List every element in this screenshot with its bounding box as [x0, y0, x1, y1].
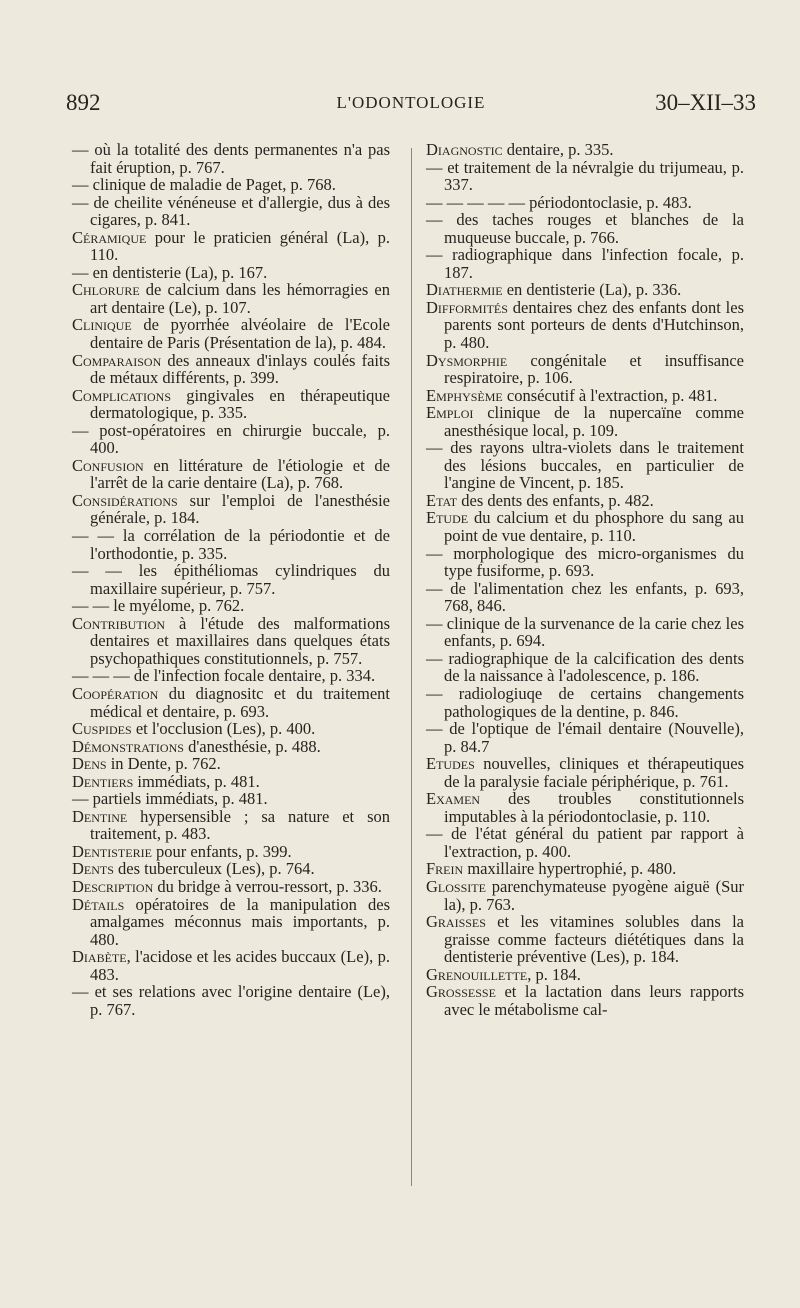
entry-keyword: Grenouillette	[426, 964, 528, 984]
entry-text: — radiographique de la calcification des dents de la naissance à l'adolescence, p. 186.	[426, 648, 744, 686]
index-entry	[426, 439, 744, 492]
index-entry	[72, 860, 390, 878]
page-header	[66, 90, 756, 120]
entry-text: pour enfants, p. 399.	[151, 841, 292, 861]
index-entry	[72, 948, 390, 983]
entry-text: et les vitamines solubles dans la graisse comme facteurs diététiques dans la dentisterie préventive (Les), p. 184.	[444, 912, 744, 967]
index-entry	[426, 352, 744, 387]
index-entry	[72, 808, 390, 843]
index-entry	[72, 316, 390, 351]
entry-text: — des taches rouges et blanches de la muqueuse buccale, p. 766.	[426, 210, 744, 247]
index-entry	[426, 281, 744, 299]
entry-keyword: Difformités	[426, 297, 508, 317]
entry-keyword: Dysmorphie	[426, 350, 508, 370]
index-entry	[72, 597, 390, 615]
index-entry	[426, 913, 744, 966]
index-entry	[72, 562, 390, 597]
index-entry	[426, 404, 744, 439]
entry-text: — radiographique dans l'infection focale, p. 187.	[426, 245, 744, 282]
entry-text: du diagnositc et du traitement médical et dentaire, p. 693.	[90, 683, 390, 721]
entry-keyword: Emploi	[426, 403, 474, 423]
entry-keyword: Dentine	[72, 806, 128, 826]
entry-keyword: Graisses	[426, 912, 486, 932]
entry-keyword: Etude	[426, 508, 469, 528]
entry-text: — en dentisterie (La), p. 167.	[72, 262, 268, 282]
entry-text: parenchymateuse pyogène aiguë (Sur la), p. 763.	[444, 876, 744, 914]
entry-text: congénitale et insuffisance respiratoire, p. 106.	[444, 350, 744, 388]
index-entry	[426, 194, 744, 212]
entry-keyword: Etudes	[426, 754, 475, 774]
index-entry	[72, 790, 390, 808]
index-entry	[426, 650, 744, 685]
entry-text: — clinique de maladie de Paget, p. 768.	[72, 175, 336, 195]
entry-text: — des rayons ultra-violets dans le traitement des lésions buccales, en particulier de l'angine de Vincent, p. 185.	[426, 438, 744, 493]
index-entry	[426, 580, 744, 615]
index-entry	[426, 825, 744, 860]
entry-text: — post-opératoires en chirurgie buccale, p. 400.	[72, 420, 390, 458]
entry-text: nouvelles, cliniques et thérapeutiques de la paralysie faciale périphérique, p. 761.	[444, 754, 744, 791]
entry-keyword: Diathermie	[426, 280, 503, 300]
entry-keyword: Détails	[72, 894, 125, 914]
entry-text: du bridge à verrou-ressort, p. 336.	[153, 876, 382, 896]
entry-text: en dentisterie (La), p. 336.	[502, 280, 682, 300]
entry-keyword: Céramique	[72, 227, 147, 247]
entry-keyword: Cuspides	[72, 719, 132, 739]
entry-text: des tuberculeux (Les), p. 764.	[113, 859, 315, 879]
index-entry	[72, 176, 390, 194]
entry-text: — morphologique des micro-organismes du type fusiforme, p. 693.	[426, 543, 744, 581]
index-entry	[426, 545, 744, 580]
entry-keyword: Grossesse	[426, 982, 496, 1002]
index-entry	[72, 422, 390, 457]
index-entry	[72, 352, 390, 387]
page-number: 892	[66, 90, 101, 115]
entry-text: en littérature de l'étiologie et de l'arrêt de la carie dentaire (La), p. 768.	[90, 455, 390, 493]
index-entry	[426, 299, 744, 352]
entry-text: hypersensible ; sa nature et son traitement, p. 483.	[90, 806, 390, 844]
index-entry	[72, 755, 390, 773]
entry-keyword: Clinique	[72, 315, 132, 335]
right-column	[426, 141, 744, 1018]
entry-text: — — le myélome, p. 762.	[72, 596, 245, 616]
index-entry	[426, 387, 744, 405]
index-entry	[72, 492, 390, 527]
entry-text: et l'occlusion (Les), p. 400.	[131, 719, 316, 739]
index-entry	[426, 492, 744, 510]
index-entry	[72, 387, 390, 422]
entry-text: — — les épithéliomas cylindriques du maxillaire supérieur, p. 757.	[72, 561, 390, 598]
index-entry	[72, 667, 390, 685]
entry-text: pour le praticien général (La), p. 110.	[90, 227, 390, 265]
index-entry	[426, 755, 744, 790]
entry-text: des troubles constitutionnels imputables à la périodontoclasie, p. 110.	[444, 789, 744, 826]
index-entry	[426, 966, 744, 984]
index-entry	[72, 194, 390, 229]
index-entry	[72, 720, 390, 738]
index-entry	[426, 141, 744, 159]
entry-keyword: Description	[72, 876, 154, 896]
index-entry	[72, 141, 390, 176]
entry-keyword: Etat	[426, 490, 458, 510]
entry-text: dentaire, p. 335.	[502, 140, 614, 159]
entry-keyword: Considérations	[72, 490, 178, 510]
index-entry	[426, 159, 744, 194]
entry-text: — et traitement de la névralgie du trijumeau, p. 337.	[426, 157, 744, 195]
entry-text: — — la corrélation de la périodontie et de l'orthodontie, p. 335.	[72, 526, 390, 563]
index-entry	[426, 246, 744, 281]
entry-text: — — — — — périodontoclasie, p. 483.	[426, 192, 692, 212]
entry-text: du calcium et du phosphore du sang au point de vue dentaire, p. 110.	[444, 508, 744, 546]
index-entry	[72, 229, 390, 264]
index-entry	[426, 615, 744, 650]
entry-text: de pyorrhée alvéolaire de l'Ecole dentaire de Paris (Présentation de la), p. 484.	[90, 315, 390, 353]
index-entry	[426, 685, 744, 720]
entry-keyword: Emphysème	[426, 385, 503, 405]
index-entry	[72, 615, 390, 668]
entry-text: sur l'emploi de l'anesthésie générale, p. 184.	[90, 490, 390, 528]
entry-keyword: Comparaison	[72, 350, 162, 370]
column-divider	[411, 148, 412, 1186]
entry-text: — de l'optique de l'émail dentaire (Nouvelle), p. 84.7	[426, 719, 744, 756]
issue-date: 30–XII–33	[655, 90, 756, 115]
index-entry	[72, 878, 390, 896]
entry-text: de calcium dans les hémorragies en art dentaire (Le), p. 107.	[90, 280, 390, 317]
entry-text: clinique de la nupercaïne comme anesthésique local, p. 109.	[444, 403, 744, 440]
index-entry	[426, 211, 744, 246]
entry-text: , l'acidose et les acides buccaux (Le), p. 483.	[90, 947, 390, 984]
index-entry	[426, 878, 744, 913]
entry-keyword: Dens	[72, 754, 107, 774]
entry-text: — de l'état général du patient par rapport à l'extraction, p. 400.	[426, 824, 744, 861]
index-entry	[72, 264, 390, 282]
entry-text: des anneaux d'inlays coulés faits de métaux différents, p. 399.	[90, 350, 390, 388]
entry-text: maxillaire hypertrophié, p. 480.	[463, 859, 677, 879]
entry-text: gingivales en thérapeutique dermatologique, p. 335.	[90, 385, 390, 423]
entry-keyword: Chlorure	[72, 280, 140, 300]
entry-keyword: Dents	[72, 859, 114, 879]
index-entry	[72, 457, 390, 492]
entry-keyword: Dentisterie	[72, 841, 152, 861]
entry-keyword: Diagnostic	[426, 140, 503, 159]
entry-text: d'anesthésie, p. 488.	[183, 736, 321, 756]
entry-text: consécutif à l'extraction, p. 481.	[502, 385, 718, 405]
entry-keyword: Complications	[72, 385, 172, 405]
entry-text: — de cheilite vénéneuse et d'allergie, dus à des cigares, p. 841.	[72, 192, 390, 230]
index-entry	[72, 281, 390, 316]
entry-text: — où la totalité des dents permanentes n'a pas fait éruption, p. 767.	[72, 140, 390, 177]
entry-text: opératoires de la manipulation des amalgames méconnus mais importants, p. 480.	[90, 894, 390, 949]
index-entry	[72, 983, 390, 1018]
index-entry	[426, 860, 744, 878]
index-entry	[72, 527, 390, 562]
entry-text: — de l'alimentation chez les enfants, p. 693, 768, 846.	[426, 578, 744, 616]
entry-text: à l'étude des malformations dentaires et maxillaires dans quelques états psychopathiques constitutionnels, p. 757.	[90, 613, 390, 668]
journal-title: L'ODONTOLOGIE	[336, 93, 486, 112]
entry-text: immédiats, p. 481.	[133, 771, 260, 791]
entry-text: — et ses relations avec l'origine dentaire (Le), p. 767.	[72, 982, 390, 1019]
entry-keyword: Diabète	[72, 947, 127, 967]
index-entry	[72, 843, 390, 861]
entry-text: dentaires chez des enfants dont les parents sont porteurs de dents d'Hutchinson, p. 480.	[444, 297, 744, 353]
entry-keyword: Glossite	[426, 876, 486, 896]
index-entry	[426, 983, 744, 1018]
index-entry	[72, 773, 390, 791]
entry-keyword: Contribution	[72, 613, 165, 633]
entry-text: in Dente, p. 762.	[106, 754, 221, 774]
entry-text: — partiels immédiats, p. 481.	[72, 789, 268, 809]
index-entry	[426, 790, 744, 825]
entry-keyword: Frein	[426, 859, 464, 879]
index-entry	[72, 896, 390, 949]
index-entry	[426, 720, 744, 755]
entry-text: et la lactation dans leurs rapports avec le métabolisme cal-	[444, 982, 744, 1019]
left-column	[72, 141, 390, 1018]
index-entry	[426, 509, 744, 544]
entry-keyword: Démonstrations	[72, 736, 184, 756]
entry-text: — clinique de la survenance de la carie chez les enfants, p. 694.	[426, 613, 744, 651]
entry-keyword: Confusion	[72, 455, 144, 475]
entry-keyword: Coopération	[72, 683, 159, 703]
entry-keyword: Examen	[426, 789, 481, 809]
entry-text: , p. 184.	[527, 964, 581, 984]
entry-text: des dents des enfants, p. 482.	[457, 490, 654, 510]
entry-text: — — — de l'infection focale dentaire, p. 334.	[72, 666, 376, 686]
index-entry	[72, 685, 390, 720]
entry-keyword: Dentiers	[72, 771, 134, 791]
index-entry	[72, 738, 390, 756]
entry-text: — radiologiuqe de certains changements pathologiques de la dentine, p. 846.	[426, 683, 744, 721]
